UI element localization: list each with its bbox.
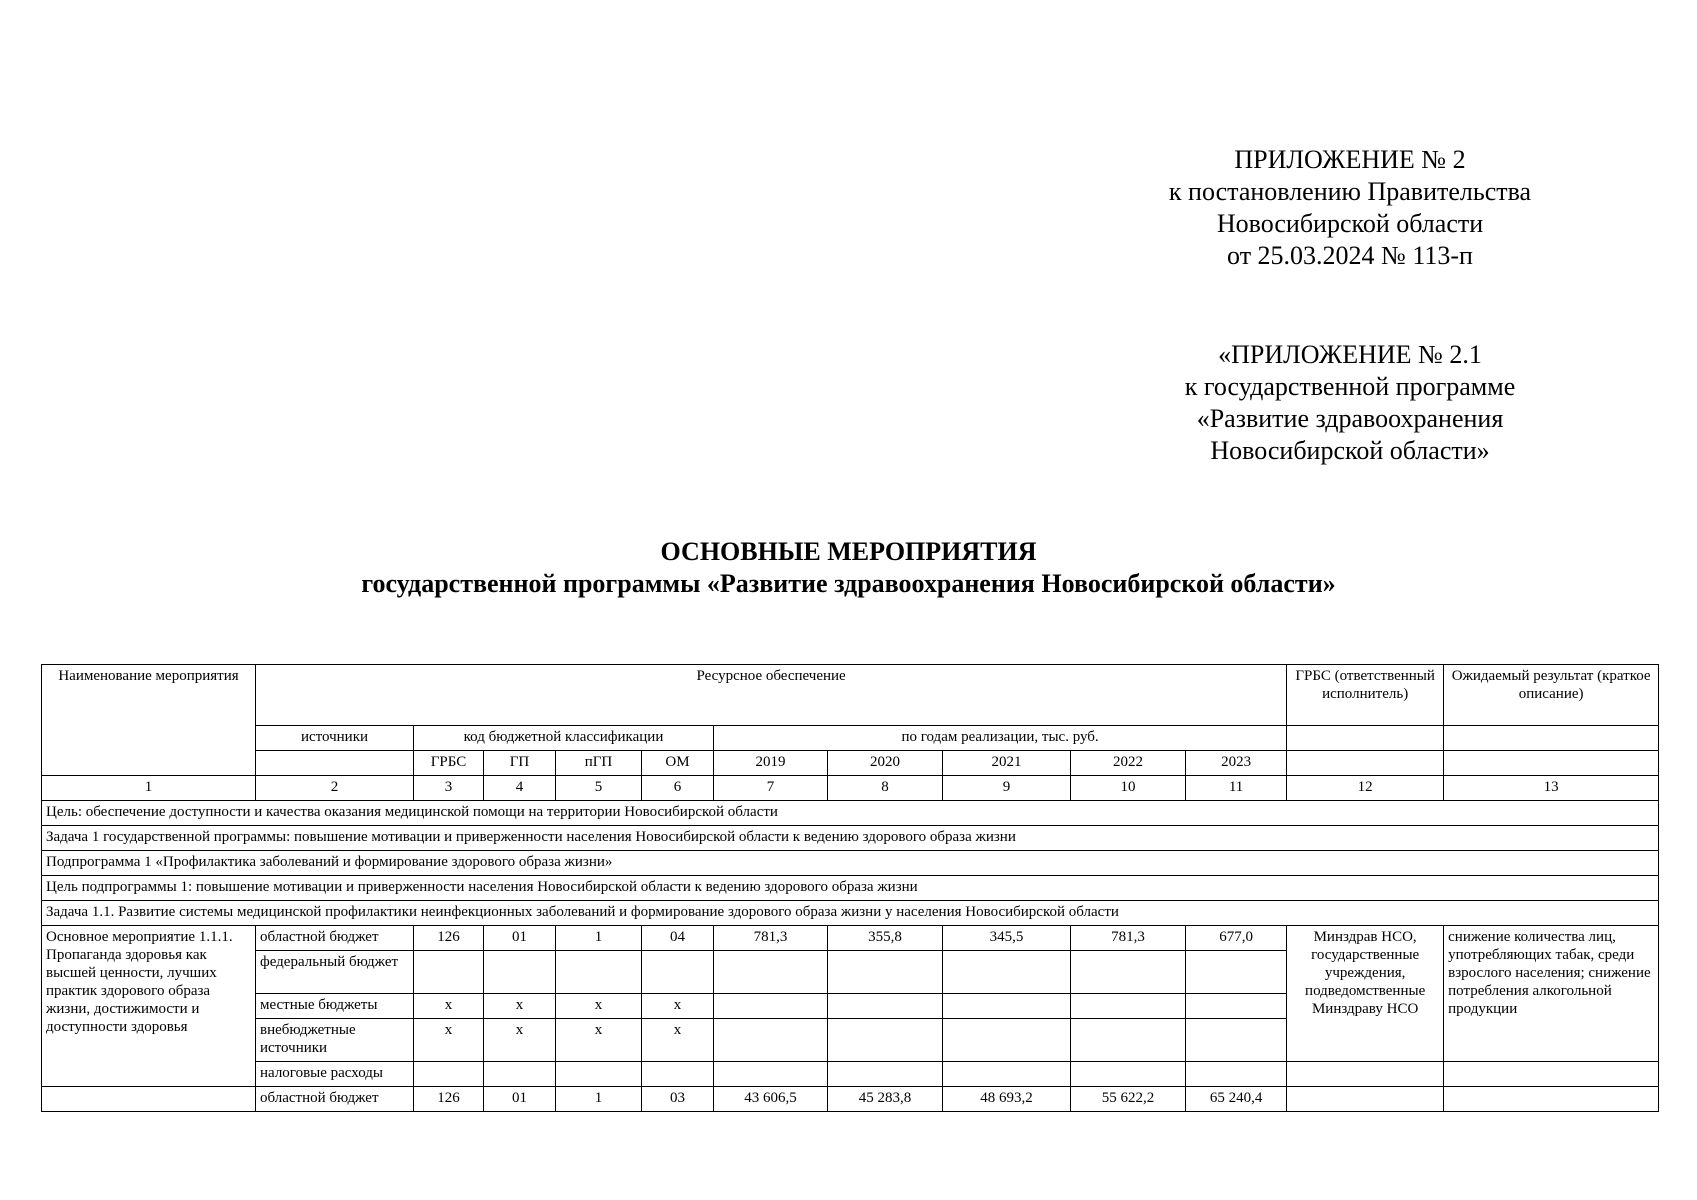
- col-number: 11: [1186, 776, 1287, 801]
- table-row: [42, 1062, 1659, 1087]
- header-result: Ожидаемый результат (краткое описание): [1444, 665, 1659, 726]
- header-year-2022: 2022: [1071, 751, 1186, 776]
- source-cell: внебюджетные источники: [256, 1019, 414, 1062]
- col-number: 3: [414, 776, 484, 801]
- value-cell: [828, 1062, 943, 1087]
- value-cell: 55 622,2: [1071, 1087, 1186, 1112]
- code-cell: x: [484, 1019, 556, 1062]
- measure-grbs: Минздрав НСО, государственные учреждения, подведомственные Минздраву НСО: [1287, 926, 1444, 1062]
- value-cell: [1186, 1062, 1287, 1087]
- col-number: 13: [1444, 776, 1659, 801]
- value-cell: [828, 951, 943, 994]
- code-cell: 01: [484, 1087, 556, 1112]
- appendix-inner-header: [1100, 339, 1600, 467]
- value-cell: 345,5: [943, 926, 1071, 951]
- header-grbs-empty-2: [1287, 751, 1444, 776]
- value-cell: [714, 951, 828, 994]
- measures-table: [41, 664, 1659, 1112]
- code-cell: x: [484, 994, 556, 1019]
- code-cell: 03: [642, 1087, 714, 1112]
- header-result-empty: [1444, 726, 1659, 751]
- source-cell: областной бюджет: [256, 1087, 414, 1112]
- table-row: [42, 926, 1659, 951]
- code-cell: [642, 1062, 714, 1087]
- code-cell: x: [414, 994, 484, 1019]
- code-cell: x: [556, 1019, 642, 1062]
- value-cell: [943, 994, 1071, 1019]
- value-cell: 48 693,2: [943, 1087, 1071, 1112]
- value-cell: [1071, 994, 1186, 1019]
- code-cell: 1: [556, 926, 642, 951]
- document-title: [0, 536, 1697, 600]
- task-row: Задача 1 государственной программы: повышение мотивации и приверженности населения Новосибирской области к ведению здорового образа жизни: [42, 826, 1659, 851]
- header-code-grbs: ГРБС: [414, 751, 484, 776]
- col-number: 8: [828, 776, 943, 801]
- appendix-line-3: Новосибирской области: [1216, 209, 1484, 238]
- col-number: 2: [256, 776, 414, 801]
- appendix-inner-line-3: «Развитие здравоохранения: [1196, 404, 1504, 433]
- value-cell: [943, 1019, 1071, 1062]
- result-empty: [1444, 1062, 1659, 1087]
- value-cell: [1186, 994, 1287, 1019]
- appendix-inner-line-1: «ПРИЛОЖЕНИЕ № 2.1: [1218, 340, 1482, 369]
- table-row: [42, 1087, 1659, 1112]
- header-budget-code: код бюджетной классификации: [414, 726, 714, 751]
- subtask-row: Задача 1.1. Развитие системы медицинской профилактики неинфекционных заболеваний и формирование здорового образа жизни у населения Новосибирской области: [42, 901, 1659, 926]
- value-cell: 781,3: [1071, 926, 1186, 951]
- source-cell: федеральный бюджет: [256, 951, 414, 994]
- code-cell: x: [556, 994, 642, 1019]
- header-name: Наименование мероприятия: [42, 665, 256, 776]
- source-cell: областной бюджет: [256, 926, 414, 951]
- col-number: 4: [484, 776, 556, 801]
- code-cell: [642, 951, 714, 994]
- code-cell: 126: [414, 926, 484, 951]
- value-cell: 65 240,4: [1186, 1087, 1287, 1112]
- appendix-inner-line-2: к государственной программе: [1184, 372, 1516, 401]
- value-cell: 781,3: [714, 926, 828, 951]
- grbs-empty: [1287, 1087, 1444, 1112]
- value-cell: [1071, 1062, 1186, 1087]
- col-number: 9: [943, 776, 1071, 801]
- title-line-1: ОСНОВНЫЕ МЕРОПРИЯТИЯ: [660, 537, 1037, 566]
- col-number: 1: [42, 776, 256, 801]
- value-cell: [828, 994, 943, 1019]
- header-year-2021: 2021: [943, 751, 1071, 776]
- code-cell: [414, 1062, 484, 1087]
- header-grbs-empty: [1287, 726, 1444, 751]
- header-year-2020: 2020: [828, 751, 943, 776]
- value-cell: [714, 1062, 828, 1087]
- name-empty: [42, 1087, 256, 1112]
- column-numbers-row: [42, 776, 1659, 801]
- value-cell: [1186, 1019, 1287, 1062]
- title-line-2: государственной программы «Развитие здравоохранения Новосибирской области»: [361, 569, 1336, 598]
- code-cell: [556, 951, 642, 994]
- value-cell: 355,8: [828, 926, 943, 951]
- value-cell: [943, 951, 1071, 994]
- col-number: 6: [642, 776, 714, 801]
- col-number: 10: [1071, 776, 1186, 801]
- code-cell: 01: [484, 926, 556, 951]
- source-cell: налоговые расходы: [256, 1062, 414, 1087]
- code-cell: 1: [556, 1087, 642, 1112]
- header-code-gp: ГП: [484, 751, 556, 776]
- header-sources: источники: [256, 726, 414, 751]
- value-cell: 677,0: [1186, 926, 1287, 951]
- value-cell: [1071, 951, 1186, 994]
- header-year-2019: 2019: [714, 751, 828, 776]
- header-result-empty-2: [1444, 751, 1659, 776]
- header-year-2023: 2023: [1186, 751, 1287, 776]
- header-by-years: по годам реализации, тыс. руб.: [714, 726, 1287, 751]
- appendix-line-1: ПРИЛОЖЕНИЕ № 2: [1234, 145, 1466, 174]
- code-cell: 04: [642, 926, 714, 951]
- code-cell: x: [642, 994, 714, 1019]
- col-number: 5: [556, 776, 642, 801]
- header-resources: Ресурсное обеспечение: [256, 665, 1287, 726]
- value-cell: [714, 1019, 828, 1062]
- code-cell: x: [414, 1019, 484, 1062]
- subprogram-row: Подпрограмма 1 «Профилактика заболеваний и формирование здорового образа жизни»: [42, 851, 1659, 876]
- measure-name: Основное мероприятие 1.1.1. Пропаганда здоровья как высшей ценности, лучших практик здорового образа жизни, достижимости и доступности здоровья: [42, 926, 256, 1087]
- result-empty: [1444, 1087, 1659, 1112]
- code-cell: [484, 1062, 556, 1087]
- grbs-empty: [1287, 1062, 1444, 1087]
- code-cell: [484, 951, 556, 994]
- value-cell: 45 283,8: [828, 1087, 943, 1112]
- header-code-om: ОМ: [642, 751, 714, 776]
- code-cell: [414, 951, 484, 994]
- header-sources-empty: [256, 751, 414, 776]
- value-cell: [943, 1062, 1071, 1087]
- value-cell: [1071, 1019, 1186, 1062]
- header-grbs: ГРБС (ответственный исполнитель): [1287, 665, 1444, 726]
- goal-row: Цель: обеспечение доступности и качества оказания медицинской помощи на территории Новосибирской области: [42, 801, 1659, 826]
- col-number: 12: [1287, 776, 1444, 801]
- subprogram-goal-row: Цель подпрограммы 1: повышение мотивации и приверженности населения Новосибирской области к ведению здорового образа жизни: [42, 876, 1659, 901]
- value-cell: [1186, 951, 1287, 994]
- value-cell: [714, 994, 828, 1019]
- code-cell: [556, 1062, 642, 1087]
- value-cell: 43 606,5: [714, 1087, 828, 1112]
- code-cell: 126: [414, 1087, 484, 1112]
- code-cell: x: [642, 1019, 714, 1062]
- measure-result: снижение количества лиц, употребляющих табак, среди взрослого населения; снижение потребления алкогольной продукции: [1444, 926, 1659, 1062]
- appendix-inner-line-4: Новосибирской области»: [1210, 436, 1490, 465]
- source-cell: местные бюджеты: [256, 994, 414, 1019]
- value-cell: [828, 1019, 943, 1062]
- appendix-line-2: к постановлению Правительства: [1168, 177, 1532, 206]
- header-code-pgp: пГП: [556, 751, 642, 776]
- appendix-header: [1100, 144, 1600, 272]
- col-number: 7: [714, 776, 828, 801]
- appendix-line-4: от 25.03.2024 № 113-п: [1227, 241, 1473, 270]
